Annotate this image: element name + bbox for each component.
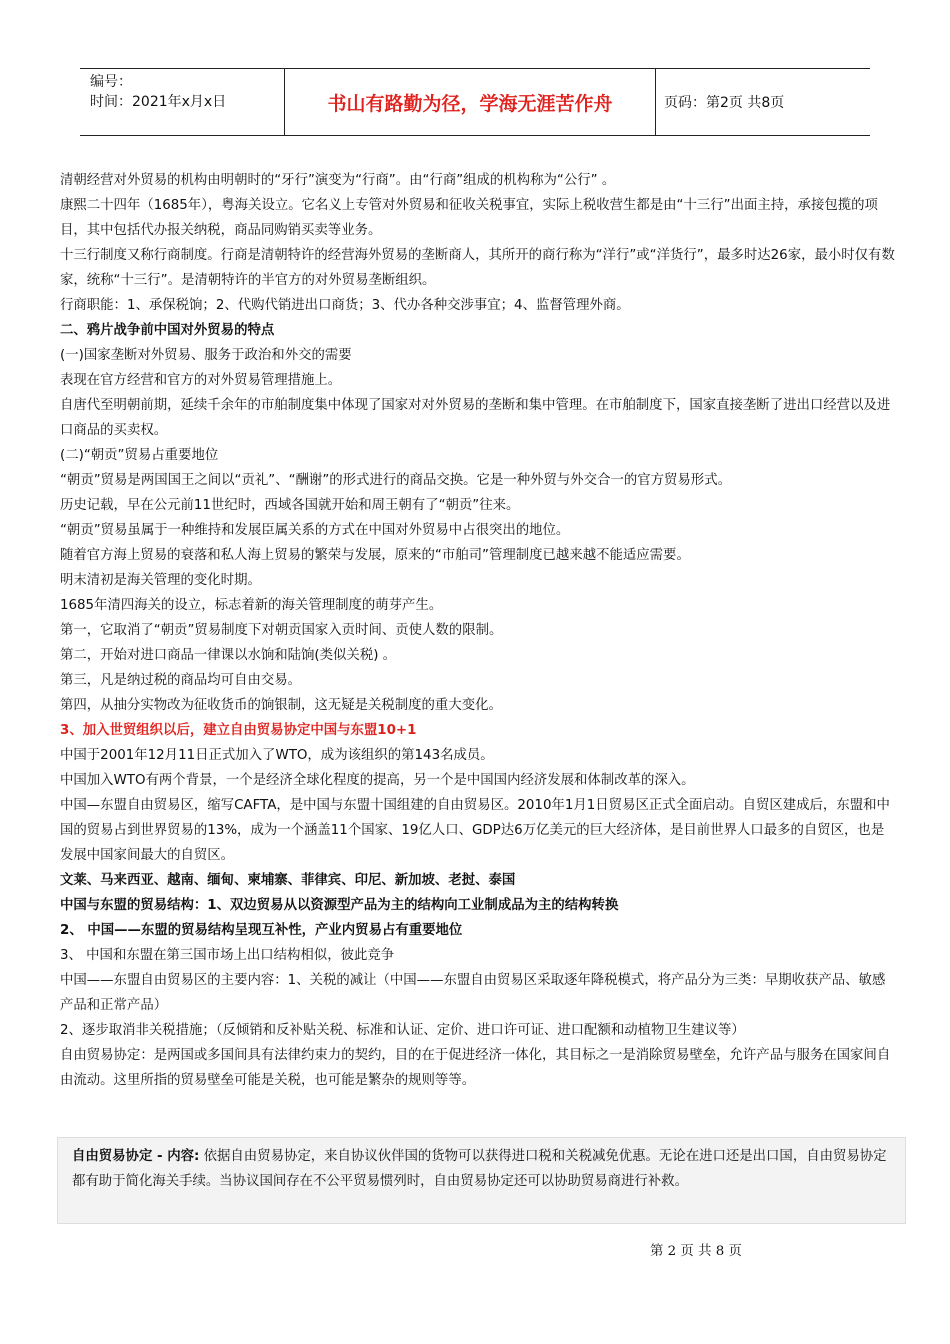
body-paragraph: 中国——东盟自由贸易区的主要内容：1、关税的减让（中国——东盟自由贸易区采取逐年降税模式，将产品分为三类：早期收获产品、敏感产品和正常产品）	[60, 973, 886, 1013]
fta-box-label: 自由贸易协定 - 内容:	[72, 1149, 200, 1164]
header-page-number: 页码：第2页 共8页	[664, 95, 785, 111]
document-body	[60, 168, 895, 1093]
body-paragraph: 第四，从抽分实物改为征收货币的饷银制，这无疑是关税制度的重大变化。	[60, 698, 502, 713]
document-number: 编号：	[90, 74, 132, 90]
section-heading: 中国与东盟的贸易结构：1、双边贸易从以资源型产品为主的结构向工业制成品为主的结构转换	[60, 898, 619, 913]
body-paragraph: 中国于2001年12月11日正式加入了WTO，成为该组织的第143名成员。	[60, 748, 494, 763]
header-meta	[80, 69, 284, 135]
body-paragraph: 第三，凡是纳过税的商品均可自由交易。	[60, 673, 302, 688]
body-paragraph: 清朝经营对外贸易的机构由明朝时的“牙行”演变为“行商”。由“行商”组成的机构称为“公行” 。	[60, 173, 616, 188]
page-header	[80, 68, 870, 136]
body-paragraph: 第二，开始对进口商品一律课以水饷和陆饷(类似关税) 。	[60, 648, 397, 663]
body-paragraph: “朝贡”贸易虽属于一种维持和发展臣属关系的方式在中国对外贸易中占很突出的地位。	[60, 523, 570, 538]
fta-box-text: 依据自由贸易协定，来自协议伙伴国的货物可以获得进口税和关税减免优惠。无论在进口还是出口国，自由贸易协定都有助于简化海关手续。当协议国间存在不公平贸易惯列时，自由贸易协定还可以协助贸易商进行补救。	[72, 1149, 887, 1189]
document-date: 时间：2021年x月x日	[90, 94, 227, 110]
body-paragraph: “朝贡”贸易是两国国王之间以“贡礼”、“酬谢”的形式进行的商品交换。它是一种外贸与外交合一的官方贸易形式。	[60, 473, 731, 488]
section-heading: 3、加入世贸组织以后，建立自由贸易协定中国与东盟10+1	[60, 723, 417, 738]
body-paragraph: 康熙二十四年（1685年），粤海关设立。它名义上专管对外贸易和征收关税事宜，实际上税收营生都是由“十三行”出面主持，承接包揽的项目，其中包括代办报关纳税，商品同购销买卖等业务。	[60, 198, 878, 238]
body-paragraph: 行商职能：1、承保税饷；2、代购代销进出口商货；3、代办各种交涉事宜；4、监督管理外商。	[60, 298, 630, 313]
body-paragraph: 表现在官方经营和官方的对外贸易管理措施上。	[60, 373, 342, 388]
body-paragraph: 第一，它取消了“朝贡”贸易制度下对朝贡国家入贡时间、贡使人数的限制。	[60, 623, 503, 638]
fta-content-box	[57, 1137, 906, 1224]
body-paragraph: 1685年清四海关的设立，标志着新的海关管理制度的萌芽产生。	[60, 598, 443, 613]
page-footer: 第 2 页 共 8 页	[650, 1244, 742, 1259]
section-heading: 2、 中国——东盟的贸易结构呈现互补性，产业内贸易占有重要地位	[60, 923, 463, 938]
body-paragraph: 十三行制度又称行商制度。行商是清朝特许的经营海外贸易的垄断商人，其所开的商行称为“洋行”或“洋货行”，最多时达26家，最小时仅有数家，统称“十三行”。是清朝特许的半官方的对外贸易垄断组织。	[60, 248, 895, 288]
body-paragraph: 3、 中国和东盟在第三国市场上出口结构相似，彼此竞争	[60, 948, 395, 963]
body-paragraph: 自由贸易协定：是两国或多国间具有法律约束力的契约，目的在于促进经济一体化，其目标之一是消除贸易壁垒，允许产品与服务在国家间自由流动。这里所指的贸易壁垒可能是关税，也可能是繁杂的规则等等。	[60, 1048, 891, 1088]
body-paragraph: 中国—东盟自由贸易区，缩写CAFTA，是中国与东盟十国组建的自由贸易区。2010年1月1日贸易区正式全面启动。自贸区建成后，东盟和中国的贸易占到世界贸易的13%，成为一个涵盖11个国家、19亿人口、GDP达6万亿美元的巨大经济体，是目前世界人口最多的自贸区，也是发展中国家间最大的自贸区。	[60, 798, 890, 863]
body-paragraph: 2、逐步取消非关税措施；（反倾销和反补贴关税、标准和认证、定价、进口许可证、进口配额和动植物卫生建议等）	[60, 1023, 745, 1038]
body-paragraph: 中国加入WTO有两个背景，一个是经济全球化程度的提高，另一个是中国国内经济发展和体制改革的深入。	[60, 773, 695, 788]
header-motto: 书山有路勤为径，学海无涯苦作舟	[284, 69, 656, 135]
body-paragraph: 随着官方海上贸易的衰落和私人海上贸易的繁荣与发展，原来的“市舶司”管理制度已越来越不能适应需要。	[60, 548, 690, 563]
section-heading: 二、鸦片战争前中国对外贸易的特点	[60, 323, 275, 338]
body-paragraph: 自唐代至明朝前期，延续千余年的市舶制度集中体现了国家对对外贸易的垄断和集中管理。在市舶制度下，国家直接垄断了进出口经营以及进口商品的买卖权。	[60, 398, 891, 438]
body-paragraph: 历史记载，早在公元前11世纪时，西域各国就开始和周王朝有了“朝贡”往来。	[60, 498, 520, 513]
body-paragraph: (二)“朝贡”贸易占重要地位	[60, 448, 219, 463]
body-paragraph: 明末清初是海关管理的变化时期。	[60, 573, 261, 588]
section-heading: 文莱、马来西亚、越南、缅甸、柬埔寨、菲律宾、印尼、新加坡、老挝、泰国	[60, 873, 516, 888]
body-paragraph: (一)国家垄断对外贸易、服务于政治和外交的需要	[60, 348, 352, 363]
